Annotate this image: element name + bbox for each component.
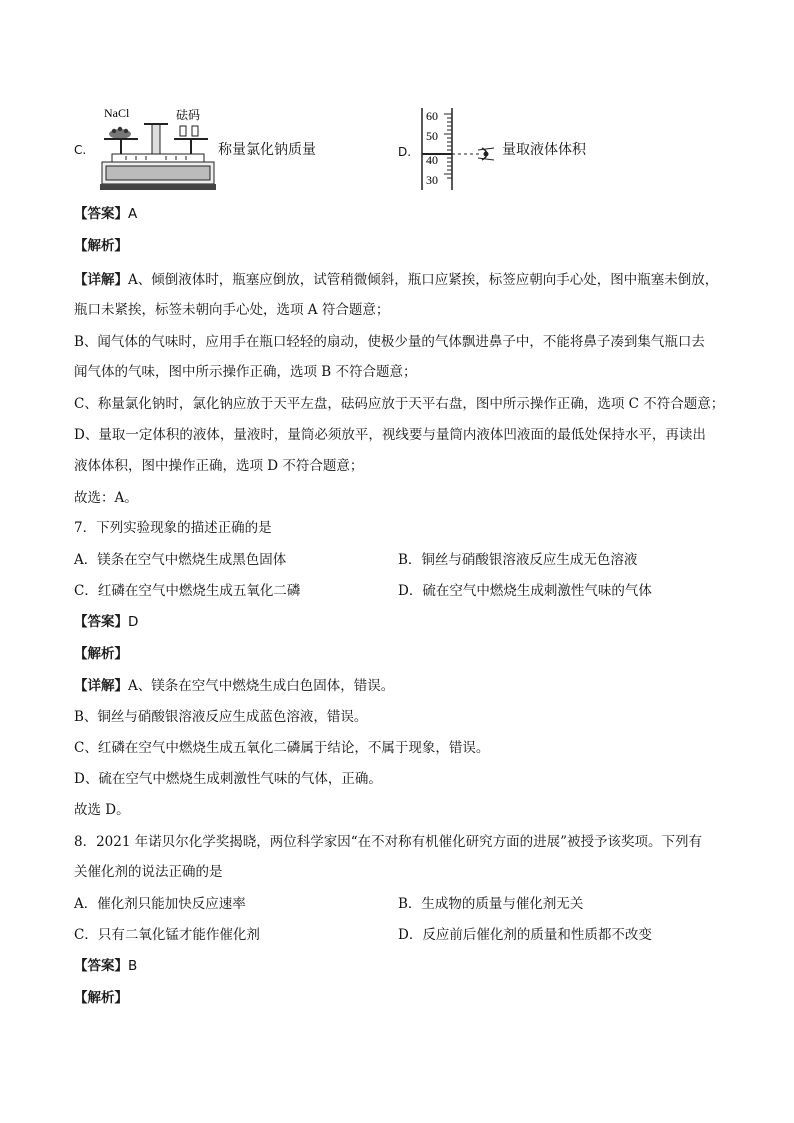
answer-tag: 【答案】 (74, 206, 128, 222)
q8-analysis-tag: 【解析】 (74, 990, 128, 1006)
q7-answer-line (74, 612, 138, 632)
detail-tag: 【详解】 (74, 272, 128, 288)
nacl-label: NaCl (104, 106, 130, 120)
tick-30: 30 (426, 173, 438, 187)
tick-40: 40 (426, 153, 438, 167)
q7-option-a: A．镁条在空气中燃烧生成黑色固体 (74, 552, 287, 568)
option-d-caption: 量取液体体积 (502, 142, 586, 158)
q8-option-d: D．反应前后催化剂的质量和性质都不改变 (398, 927, 652, 943)
option-c-caption: 称量氯化钠质量 (218, 142, 316, 158)
answer-tag: 【答案】 (74, 958, 128, 974)
q6-detail-line-4: 闻气体的气味，图中所示操作正确，选项 B 不符合题意； (74, 364, 417, 380)
q6-detail-line-5: C、称量氯化钠时，氯化钠应放于天平左盘，砝码应放于天平右盘，图中所示操作正确，选项 C 不符合题意； (74, 396, 725, 412)
answer-value: A (128, 206, 138, 222)
q7-option-d: D．硫在空气中燃烧生成刺激性气味的气体 (398, 583, 652, 599)
q8-option-a: A．催化剂只能加快反应速率 (74, 896, 246, 912)
answer-value: D (128, 614, 139, 630)
q6-detail-line-7: 液体体积，图中操作正确，选项 D 不符合题意； (74, 458, 364, 474)
option-d-letter: D. (398, 145, 412, 159)
answer-tag: 【答案】 (74, 614, 128, 630)
q8-answer-line (74, 956, 137, 976)
q7-detail-line-3: C、红磷在空气中燃烧生成五氧化二磷属于结论，不属于现象，错误。 (74, 740, 490, 756)
q7-option-c: C．红磷在空气中燃烧生成五氧化二磷 (74, 583, 301, 599)
weights-label: 砝码 (176, 108, 201, 122)
q7-stem: 7．下列实验现象的描述正确的是 (74, 520, 272, 536)
q7-detail-line-2: B、铜丝与硝酸银溶液反应生成蓝色溶液，错误。 (74, 709, 368, 725)
q7-analysis-tag: 【解析】 (74, 646, 128, 662)
q8-option-b: B．生成物的质量与催化剂无关 (398, 896, 584, 912)
q7-detail-line-4: D、硫在空气中燃烧生成刺激性气味的气体，正确。 (74, 771, 382, 787)
option-c-letter: C. (74, 143, 87, 157)
q7-detail-line-1 (74, 676, 394, 696)
q6-detail-line-1 (74, 270, 718, 290)
q6-detail-line-3: B、闻气体的气味时，应用手在瓶口轻轻的扇动，使极少量的气体飘进鼻子中，不能将鼻子凑到集气瓶口去 (74, 334, 705, 350)
q6-detail-line-2: 瓶口未紧挨，标签未朝向手心处，选项 A 符合题意； (74, 302, 390, 318)
q7-detail-text-1: A、镁条在空气中燃烧生成白色固体，错误。 (128, 678, 395, 694)
tick-50: 50 (426, 129, 438, 143)
balance-figure (96, 104, 220, 194)
answer-value: B (128, 958, 138, 974)
graduated-cylinder-figure (420, 106, 502, 192)
q6-detail-line-6: D、量取一定体积的液体，量液时，量筒必须放平，视线要与量筒内液体凹液面的最低处保持水平，再读出 (74, 427, 706, 443)
q7-conclusion: 故选 D。 (74, 802, 130, 818)
q8-stem-line-2: 关催化剂的说法正确的是 (74, 864, 223, 880)
q6-analysis-tag: 【解析】 (74, 238, 128, 254)
tick-60: 60 (426, 109, 438, 123)
q8-option-c: C．只有二氧化锰才能作催化剂 (74, 927, 260, 943)
detail-tag: 【详解】 (74, 678, 128, 694)
q7-option-b: B．铜丝与硝酸银溶液反应生成无色溶液 (398, 552, 638, 568)
q6-conclusion: 故选：A。 (74, 490, 138, 506)
q8-stem-line-1: 8．2021 年诺贝尔化学奖揭晓，两位科学家因“在不对称有机催化研究方面的进展”被授予该奖项。下列有 (74, 834, 703, 850)
q6-answer-line (74, 204, 137, 224)
q6-detail-text-1: A、倾倒液体时，瓶塞应倒放，试管稍微倾斜，瓶口应紧挨，标签应朝向手心处，图中瓶塞未倒放， (128, 272, 719, 288)
